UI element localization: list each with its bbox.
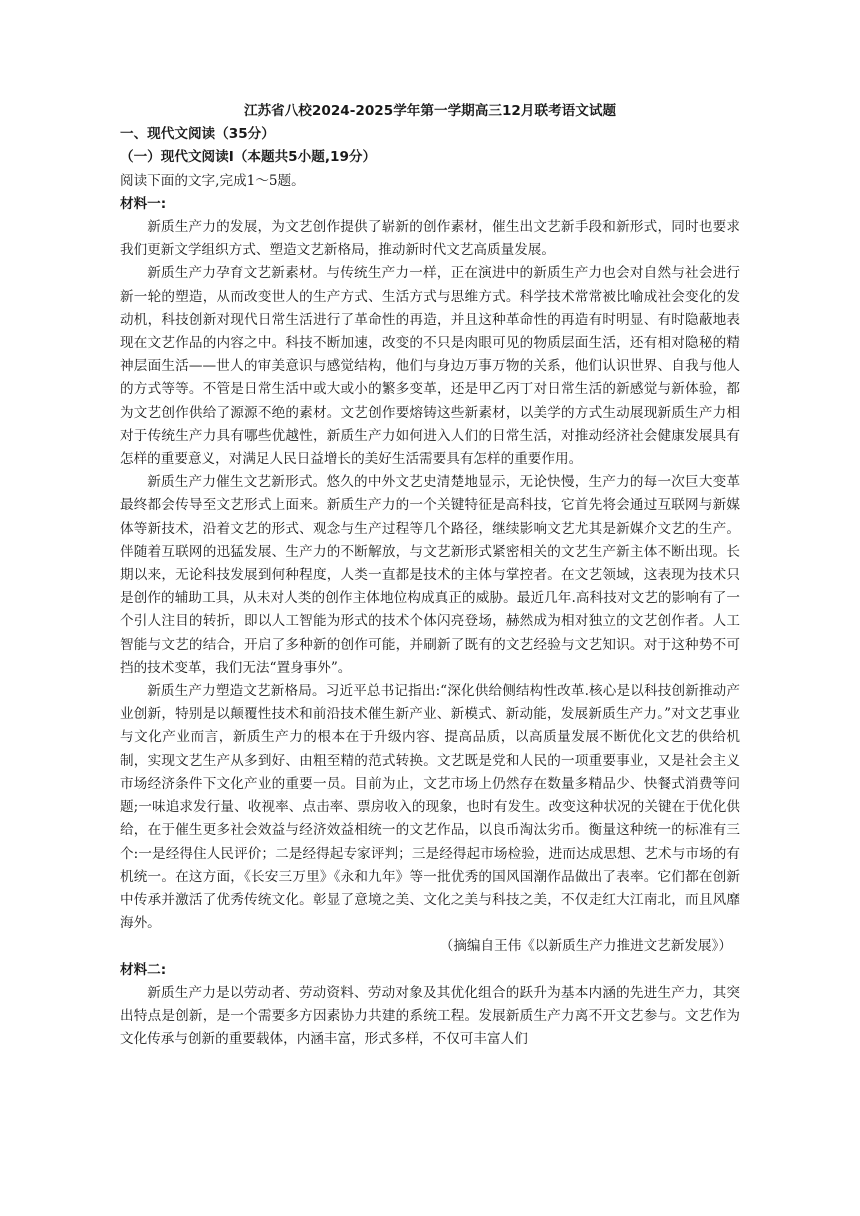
- subsection-heading: （一）现代文阅读Ⅰ（本题共5小题,19分）: [120, 149, 377, 166]
- instruction-text: 阅读下面的文字,完成1～5题。: [120, 172, 305, 189]
- material2-label: 材料二:: [120, 961, 167, 978]
- material2-paragraph: 新质生产力是以劳动者、劳动资料、劳动对象及其优化组合的跃升为基本内涵的先进生产力，其突出特点是创新，是一个需要多方因素协力共建的系统工程。发展新质生产力离不开文艺参与。文艺作为文化传承与创新的重要载体，内涵丰富，形式多样，不仅可丰富人们: [120, 984, 740, 1048]
- section-heading: 一、现代文阅读（35分）: [120, 126, 275, 143]
- material1-source: （摘编自王伟《以新质生产力推进文艺新发展》）: [439, 938, 732, 955]
- document-page: [120, 100, 740, 1051]
- material1-paragraph: 新质生产力催生文艺新形式。悠久的中外文艺史清楚地显示，无论快慢，生产力的每一次巨大变革最终都会传导至文艺形式上面来。新质生产力的一个关键特征是高科技，它首先将会通过互联网与新媒体等新技术，沿着文艺的形式、观念与生产过程等几个路径，继续影响文艺尤其是新媒介文艺的生产。伴随着互联网的迅猛发展、生产力的不断解放，与文艺新形式紧密相关的文艺生产新主体不断出现。长期以来，无论科技发展到何种程度，人类一直都是技术的主体与掌控者。在文艺领域，这表现为技术只是创作的辅助工具，从未对人类的创作主体地位构成真正的威胁。最近几年.高科技对文艺的影响有了一个引人注目的转折，即以人工智能为形式的技术个体闪亮登场，赫然成为相对独立的文艺创作者。人工智能与文艺的结合，开启了多种新的创作可能，并刷新了既有的文艺经验与文艺知识。对于这种势不可挡的技术变革，我们无法“置身事外”。: [120, 474, 740, 676]
- document-title: 江苏省八校2024-2025学年第一学期高三12月联考语文试题: [243, 103, 617, 119]
- material1-paragraph: 新质生产力的发展，为文艺创作提供了崭新的创作素材，催生出文艺新手段和新形式，同时也要求我们更新文学组织方式、塑造文艺新格局，推动新时代文艺高质量发展。: [120, 219, 740, 259]
- material1-paragraph: 新质生产力孕育文艺新素材。与传统生产力一样，正在演进中的新质生产力也会对自然与社会进行新一轮的塑造，从而改变世人的生产方式、生活方式与思维方式。科学技术常常被比喻成社会变化的发动机，科技创新对现代日常生活进行了革命性的再造，并且这种革命性的再造有时明显、有时隐蔽地表现在文艺作品的内容之中。科技不断加速，改变的不只是肉眼可见的物质层面生活，还有相对隐秘的精神层面生活——世人的审美意识与感觉结构，他们与身边万事万物的关系，他们认识世界、自我与他人的方式等等。不管是日常生活中或大或小的繁多变革，还是甲乙丙丁对日常生活的新感觉与新体验，都为文艺创作供给了源源不绝的素材。文艺创作要熔铸这些新素材，以美学的方式生动展现新质生产力相对于传统生产力具有哪些优越性，新质生产力如何进入人们的日常生活，对推动经济社会健康发展具有怎样的重要意义，对满足人民日益增长的美好生活需要具有怎样的重要作用。: [120, 265, 740, 468]
- material1-label: 材料一:: [120, 195, 167, 212]
- material1-paragraph: 新质生产力塑造文艺新格局。习近平总书记指出:“深化供给侧结构性改革.核心是以科技创新推动产业创新，特别是以颠覆性技术和前沿技术催生新产业、新模式、新动能，发展新质生产力。”对文艺事业与文化产业而言，新质生产力的根本在于升级内容、提高品质，以高质量发展不断优化文艺的供给机制，实现文艺生产从多到好、由粗至精的范式转换。文艺既是党和人民的一项重要事业，又是社会主义市场经济条件下文化产业的重要一员。目前为止，文艺市场上仍然存在数量多精品少、快餐式消费等问题;一味追求发行量、收视率、点击率、票房收入的现象，也时有发生。改变这种状况的关键在于优化供给，在于催生更多社会效益与经济效益相统一的文艺作品，以良币淘汰劣币。衡量这种统一的标准有三个:一是经得住人民评价；二是经得起专家评判；三是经得起市场检验，进而达成思想、艺术与市场的有机统一。在这方面，《长安三万里》《永和九年》等一批优秀的国风国潮作品做出了表率。它们都在创新中传承并激活了优秀传统文化。彰显了意境之美、文化之美与科技之美，不仅走红大江南北，而且风靡海外。: [120, 683, 740, 932]
